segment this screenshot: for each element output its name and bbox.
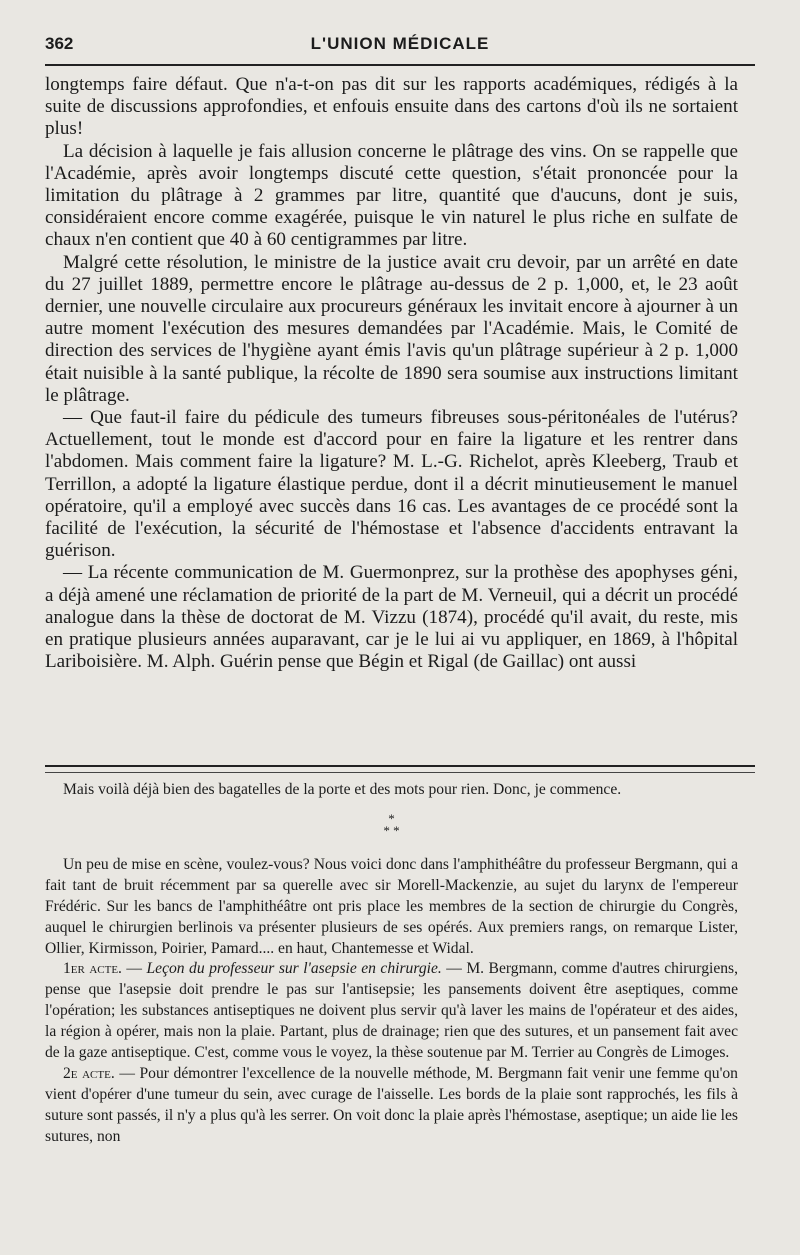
act-dash: — <box>121 960 147 978</box>
feuilleton-separator <box>45 765 755 773</box>
article-paragraph: — Que faut-il faire du pédicule des tumeurs fibreuses sous-péritonéales de l'utérus? Actuellement, tout le monde est d'accord pour en faire la ligature et les rentrer dans l'abdomen. Mais comment faire la ligature? M. L.-G. Richelot, après Kleeberg, Traub et Terrillon, a adopté la ligature élastique perdue, dont il a décrit minutieusement le manuel opératoire, qu'il a employé avec succès dans 16 cas. Les avantages de ce procédé sont la facilité de l'exécution, la sécurité de l'hémostase et l'absence d'accidents entravant la guérison. <box>45 407 738 562</box>
feuilleton-intro: Mais voilà déjà bien des bagatelles de la porte et des mots pour rien. Donc, je commence. <box>63 781 622 798</box>
feuilleton-section <box>45 780 738 1148</box>
journal-title: L'UNION MÉDICALE <box>310 34 490 53</box>
act-label: 2e acte. <box>63 1064 115 1082</box>
feuilleton-paragraph: Un peu de mise en scène, voulez-vous? Nous voici donc dans l'amphithéâtre du professeur Bergmann, qui a fait tant de bruit récemment par sa querelle avec sir Morell-Mackenzie, au sujet du larynx de l'empereur Frédéric. Sur les bancs de l'amphithéâtre ont pris place les membres de la section de chirurgie du Congrès, auquel le chirurgien berlinois va présenter plusieurs de ses opérés. Aux premiers rangs, on remarque Lister, Ollier, Kirmisson, Poirier, Pamard.... en haut, Chantemesse et Widal. <box>45 855 738 957</box>
asterism <box>45 810 738 838</box>
page-header <box>45 28 755 58</box>
act-label: 1er acte. <box>63 960 122 978</box>
feuilleton-paragraph-act-1 <box>45 959 738 1064</box>
article-paragraph: La décision à laquelle je fais allusion concerne le plâtrage des vins. On se rappelle que l'Académie, après avoir longtemps discuté cette question, s'était prononcée pour la limitation du plâtrage à 2 grammes par litre, quantité que d'aucuns, dont je suis, considéraient encore comme exagérée, puisque le vin naturel le plus riche en sulfate de chaux n'en contient que 40 à 60 centigrammes par litre. <box>45 140 738 251</box>
act-body: — M. Bergmann, comme d'autres chirurgiens, pense que l'asepsie doit prendre le pas sur l'antisepsie; les pansements doivent être aseptiques, comme l'opération; les substances antiseptiques ne doivent plus servir qu'à laver les mains de l'opérateur et des aides, la région à opérer, mais non la plaie. Partant, plus de drainage; rien que des sutures, et un pansement fait avec de la gaze antiseptique. C'est, comme vous le voyez, la thèse soutenue par M. Terrier au Congrès de Limoges. <box>45 960 739 1062</box>
feuilleton-paragraph-act-2 <box>45 1064 738 1148</box>
asterism-bottom: * * <box>383 822 400 838</box>
act-body: — Pour démontrer l'excellence de la nouvelle méthode, M. Bergmann fait venir une femme qu'on vient d'opérer d'une tumeur du sein, avec curage de l'aisselle. Les bords de la plaie sont rapprochés, les fils à suture sont passés, il n'y a plus qu'à les serrer. On voit donc la plaie après l'hémostase, aseptique; un aide lie les sutures, non <box>45 1064 738 1145</box>
act-title: Leçon du professeur sur l'asepsie en chirurgie. <box>146 960 442 978</box>
article-paragraph: — La récente communication de M. Guermonprez, sur la prothèse des apophyses géni, a déjà amené une réclamation de priorité de la part de M. Verneuil, qui a décrit un procédé analogue dans la thèse de doctorat de M. Vizzu (1874), procédé qu'il avait, du reste, mis en pratique plusieurs années auparavant, car je le lui ai vu appliquer, en 1869, à l'hôpital Lariboisière. M. Alph. Guérin pense que Bégin et Rigal (de Gaillac) ont aussi <box>45 562 738 673</box>
page-number: 362 <box>45 34 74 53</box>
header-rule <box>45 64 755 66</box>
main-article <box>45 74 738 673</box>
asterism-top: * <box>388 810 395 826</box>
article-paragraph: Malgré cette résolution, le ministre de la justice avait cru devoir, par un arrêté en date du 27 juillet 1889, permettre encore le plâtrage au-dessus de 2 p. 1,000, et, le 23 août dernier, une nouvelle circulaire aux procureurs généraux les invitait encore à ajourner à un autre moment l'exécution des mesures demandées par l'Académie. Mais, le Comité de direction des services de l'hygiène ayant émis l'avis qu'un plâtrage supérieur à 2 p. 1,000 était nuisible à la santé publique, la récolte de 1890 sera soumise aux instructions limitant le plâtrage. <box>45 251 738 406</box>
article-paragraph: longtemps faire défaut. Que n'a-t-on pas dit sur les rapports académiques, rédigés à la suite de discussions approfondies, et enfouis ensuite dans des cartons d'où ils ne sortaient plus! <box>45 74 738 140</box>
